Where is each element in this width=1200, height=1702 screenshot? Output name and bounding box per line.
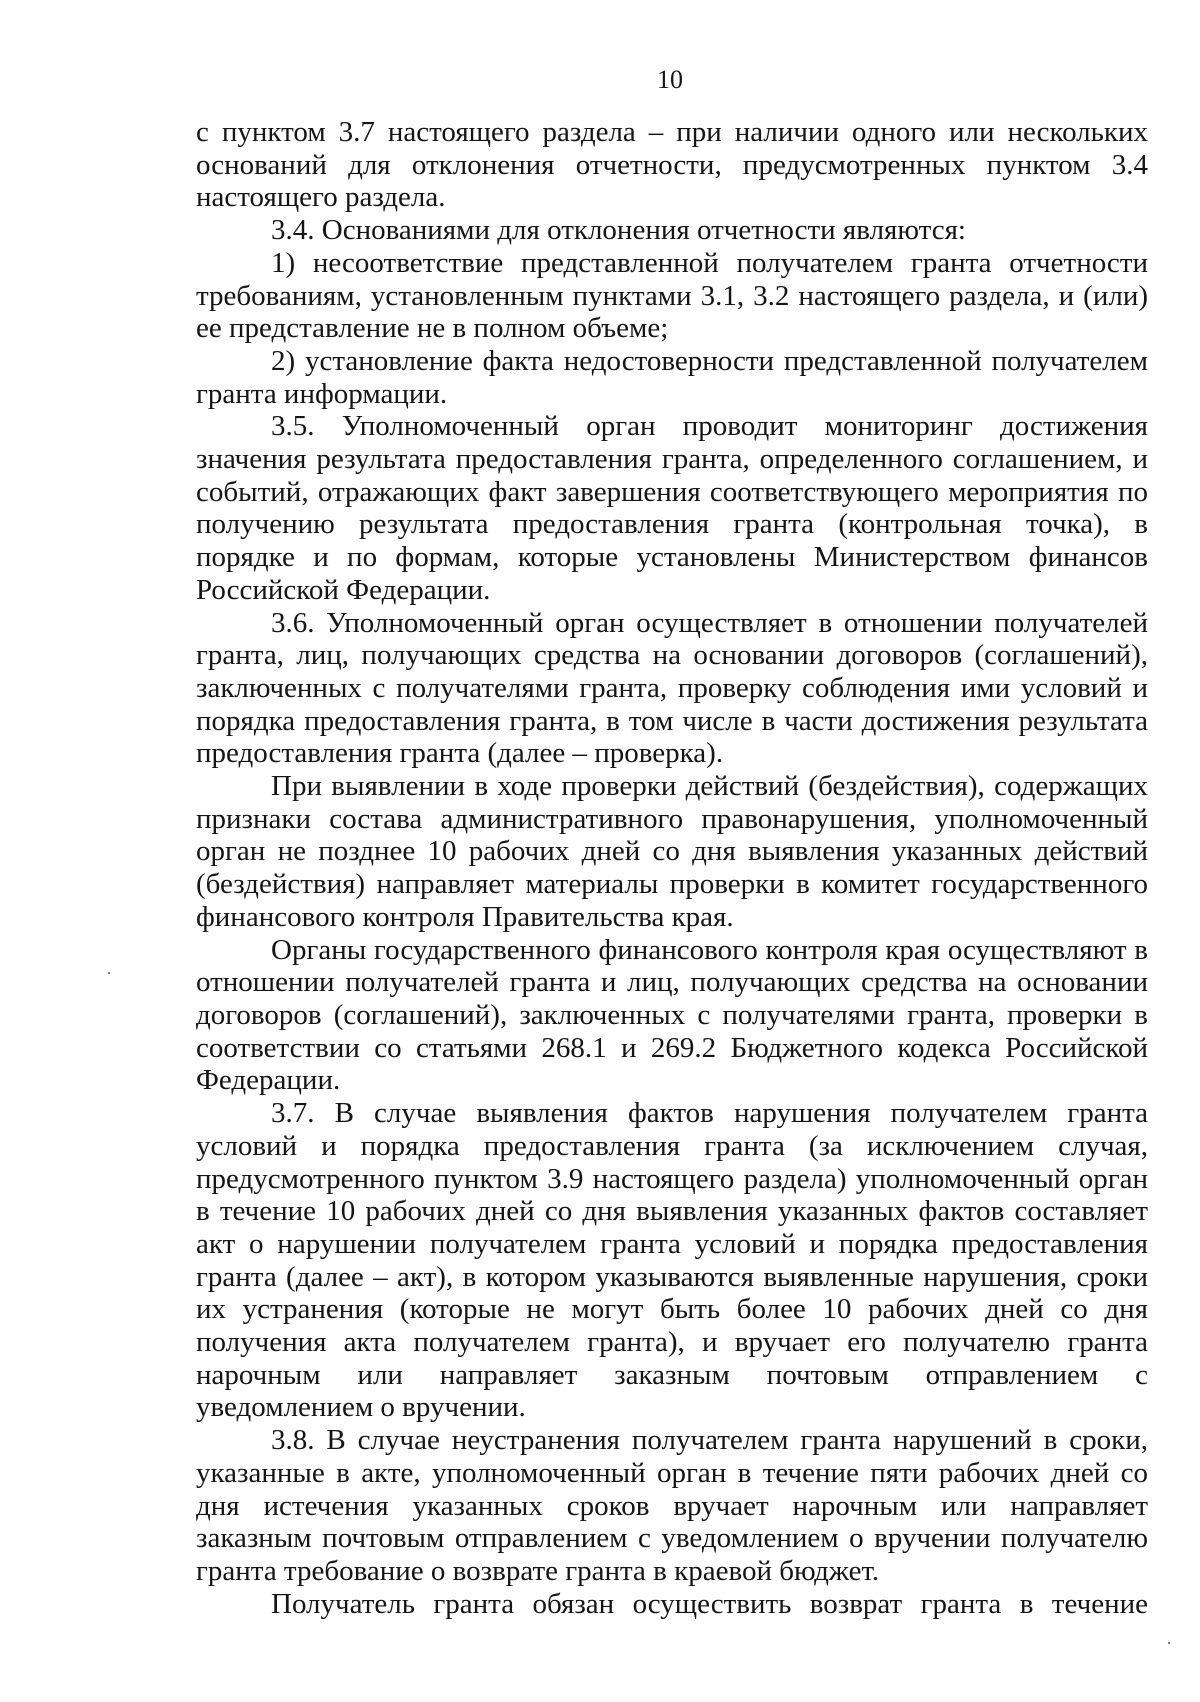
- scan-speck: [1168, 1642, 1170, 1644]
- scan-speck: [108, 972, 110, 974]
- page-number: 10: [657, 65, 683, 94]
- paragraph-3-4-item-1: 1) несоответствие представленной получателем гранта отчетности требованиям, установленным пунктами 3.1, 3.2 настоящего раздела, и (или) ее представление не в полном объеме;: [196, 246, 1148, 345]
- paragraph-3-7: 3.7. В случае выявления фактов нарушения получателем гранта условий и порядка предоставления гранта (за исключением случая, предусмотренного пунктом 3.9 настоящего раздела) уполномоченный орган в течение 10 рабочих дней со дня выявления указанных фактов составляет акт о нарушении получателем гранта условий и порядка предоставления гранта (далее – акт), в котором указываются выявленные нарушения, сроки их устранения (которые не могут быть более 10 рабочих дней со дня получения акта получателем гранта), и вручает его получателю гранта нарочным или направляет заказным почтовым отправлением с уведомлением о вручении.: [196, 1097, 1148, 1424]
- paragraph-3-6-violations: При выявлении в ходе проверки действий (бездействия), содержащих признаки состава административного правонарушения, уполномоченный орган не позднее 10 рабочих дней со дня выявления указанных действий (бездействия) направляет материалы проверки в комитет государственного финансового контроля Правительства края.: [196, 770, 1148, 933]
- paragraph-3-6: 3.6. Уполномоченный орган осуществляет в отношении получателей гранта, лиц, получающих средства на основании договоров (соглашений), заключенных с получателями гранта, проверку соблюдения ими условий и порядка предоставления гранта, в том числе в части достижения результата предоставления гранта (далее – проверка).: [196, 606, 1148, 770]
- document-body: [196, 116, 1148, 1620]
- paragraph-3-8-return: Получатель гранта обязан осуществить возврат гранта в течение: [271, 1587, 1148, 1620]
- paragraph-3-4-item-2: 2) установление факта недостоверности представленной получателем гранта информации.: [196, 344, 1148, 410]
- paragraph-3-6-financial-control: Органы государственного финансового контроля края осуществляют в отношении получателей гранта и лиц, получающих средства на основании договоров (соглашений), заключенных с получателями гранта, проверки в соответствии со статьями 268.1 и 269.2 Бюджетного кодекса Российской Федерации.: [196, 933, 1148, 1097]
- paragraph-3-5: 3.5. Уполномоченный орган проводит мониторинг достижения значения результата предоставления гранта, определенного соглашением, и событий, отражающих факт завершения соответствующего мероприятия по получению результата предоставления гранта (контрольная точка), в порядке и по формам, которые установлены Министерством финансов Российской Федерации.: [196, 410, 1148, 606]
- paragraph-continuation: с пунктом 3.7 настоящего раздела – при наличии одного или нескольких оснований для отклонения отчетности, предусмотренных пунктом 3.4 настоящего раздела.: [196, 116, 1148, 214]
- paragraph-3-4: 3.4. Основаниями для отклонения отчетности являются:: [271, 214, 966, 247]
- paragraph-3-8: 3.8. В случае неустранения получателем гранта нарушений в сроки, указанные в акте, уполномоченный орган в течение пяти рабочих дней со дня истечения указанных сроков вручает нарочным или направляет заказным почтовым отправлением с уведомлением о вручении получателю гранта требование о возврате гранта в краевой бюджет.: [196, 1424, 1148, 1587]
